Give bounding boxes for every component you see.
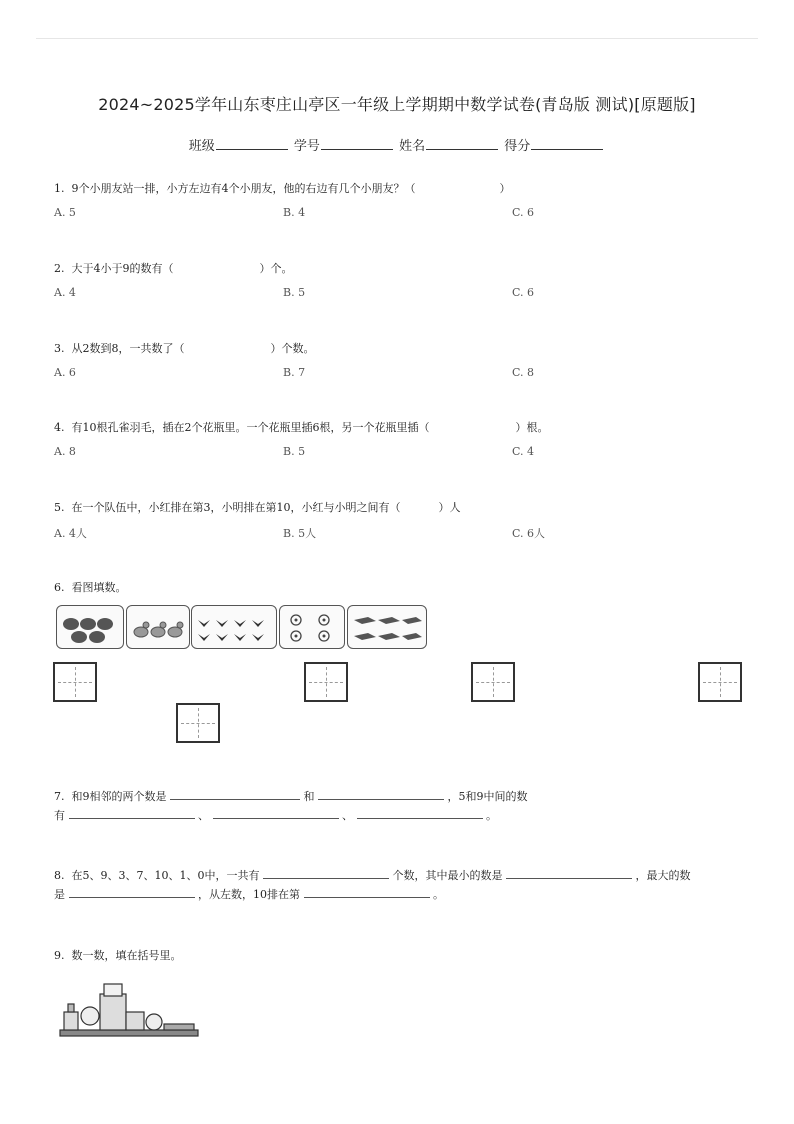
class-blank[interactable] xyxy=(216,136,288,150)
question-text: 和 xyxy=(303,790,315,803)
class-label: 班级 xyxy=(188,139,215,154)
fill-blank[interactable] xyxy=(69,887,195,898)
fill-blank[interactable] xyxy=(304,887,430,898)
option-c[interactable]: C. 6人 xyxy=(512,527,546,540)
score-blank[interactable] xyxy=(531,136,603,150)
question-7-line-2 xyxy=(54,807,497,823)
question-number: 9. xyxy=(54,949,65,962)
solid-shapes-picture xyxy=(56,982,202,1050)
fill-blank[interactable] xyxy=(69,808,195,819)
question-number: 4. xyxy=(54,421,65,434)
option-a[interactable]: A. 6 xyxy=(54,366,76,379)
student-info-line xyxy=(0,135,794,154)
question-text: 和9相邻的两个数是 xyxy=(71,790,167,803)
question-end: 。 xyxy=(433,888,444,901)
fill-blank[interactable] xyxy=(263,868,389,879)
hedgehog-icon xyxy=(57,606,123,648)
option-c[interactable]: C. 6 xyxy=(512,286,535,299)
question-8-line-2 xyxy=(54,886,444,902)
question-text: 从2数到8，一共数了（ xyxy=(71,342,185,355)
question-6 xyxy=(54,579,127,595)
panel-hedgehogs xyxy=(56,605,124,649)
question-tail: ）个。 xyxy=(259,262,293,275)
option-c[interactable]: C. 4 xyxy=(512,445,535,458)
fill-blank[interactable] xyxy=(506,868,632,879)
question-2 xyxy=(54,260,293,276)
panel-ducks xyxy=(126,605,190,649)
answer-box-3[interactable] xyxy=(471,662,515,702)
question-1 xyxy=(54,180,511,196)
question-text: ，最大的数 xyxy=(635,869,691,882)
id-label: 学号 xyxy=(293,139,320,154)
question-tail: ）人 xyxy=(438,501,461,514)
question-number: 3. xyxy=(54,342,65,355)
bird-icon xyxy=(192,606,276,648)
fill-blank[interactable] xyxy=(213,808,339,819)
question-5 xyxy=(54,499,461,515)
question-tail: ）根。 xyxy=(515,421,549,434)
question-9 xyxy=(54,947,182,963)
option-b[interactable]: B. 5 xyxy=(283,445,306,458)
question-tail: ） xyxy=(499,182,511,195)
answer-box-2[interactable] xyxy=(304,662,348,702)
building-blocks-icon xyxy=(56,982,202,1046)
question-text: ，5和9中间的数 xyxy=(447,790,528,803)
option-b[interactable]: B. 4 xyxy=(283,206,306,219)
question-text: 有 xyxy=(54,809,65,822)
answer-box-5[interactable] xyxy=(176,703,220,743)
question-3 xyxy=(54,340,315,356)
question-text: 数一数，填在括号里。 xyxy=(71,949,182,962)
question-4 xyxy=(54,419,549,435)
option-a[interactable]: A. 4 xyxy=(54,286,76,299)
option-c[interactable]: C. 8 xyxy=(512,366,535,379)
question-7 xyxy=(54,788,528,804)
answer-box-1[interactable] xyxy=(53,662,97,702)
question-number: 1. xyxy=(54,182,65,195)
option-b[interactable]: B. 5 xyxy=(283,286,306,299)
fill-blank[interactable] xyxy=(318,789,444,800)
question-tail: ）个数。 xyxy=(270,342,315,355)
name-label: 姓名 xyxy=(399,139,426,154)
book-icon xyxy=(348,606,426,648)
question-number: 7. xyxy=(54,790,65,803)
duck-icon xyxy=(127,606,189,648)
question-text: 个数，其中最小的数是 xyxy=(392,869,503,882)
option-b[interactable]: B. 7 xyxy=(283,366,306,379)
question-text: 大于4小于9的数有（ xyxy=(71,262,174,275)
question-number: 8. xyxy=(54,869,65,882)
panel-books xyxy=(347,605,427,649)
question-text: 有10根孔雀羽毛，插在2个花瓶里。一个花瓶里插6根，另一个花瓶里插（ xyxy=(71,421,430,434)
question-text: ，从左数，10排在第 xyxy=(198,888,300,901)
name-blank[interactable] xyxy=(426,136,498,150)
option-a[interactable]: A. 5 xyxy=(54,206,76,219)
page-title: 2024~2025学年山东枣庄山亭区一年级上学期期中数学试卷(青岛版 测试)[原题版] xyxy=(98,95,696,114)
answer-box-4[interactable] xyxy=(698,662,742,702)
question-number: 2. xyxy=(54,262,65,275)
separator: 、 xyxy=(342,809,353,822)
panel-flowers xyxy=(279,605,345,649)
question-text: 是 xyxy=(54,888,65,901)
option-a[interactable]: A. 4人 xyxy=(54,527,87,540)
header-divider xyxy=(36,38,758,39)
option-c[interactable]: C. 6 xyxy=(512,206,535,219)
question-end: 。 xyxy=(486,809,497,822)
question-text: 在一个队伍中，小红排在第3，小明排在第10，小红与小明之间有（ xyxy=(71,501,401,514)
fill-blank[interactable] xyxy=(357,808,483,819)
id-blank[interactable] xyxy=(321,136,393,150)
option-a[interactable]: A. 8 xyxy=(54,445,76,458)
fill-blank[interactable] xyxy=(170,789,300,800)
separator: 、 xyxy=(198,809,209,822)
score-label: 得分 xyxy=(504,139,531,154)
question-8 xyxy=(54,867,691,883)
question-number: 5. xyxy=(54,501,65,514)
question-text: 在5、9、3、7、10、1、0中，一共有 xyxy=(71,869,260,882)
question-text: 9个小朋友站一排，小方左边有4个小朋友，他的右边有几个小朋友？（ xyxy=(71,182,416,195)
question-number: 6. xyxy=(54,581,65,594)
panel-birds xyxy=(191,605,277,649)
option-b[interactable]: B. 5人 xyxy=(283,527,317,540)
flower-icon xyxy=(280,606,344,648)
question-text: 看图填数。 xyxy=(71,581,127,594)
